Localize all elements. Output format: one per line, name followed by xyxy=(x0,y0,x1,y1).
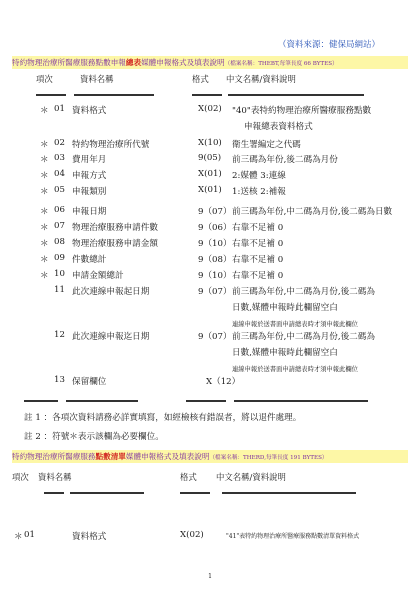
footer-rule xyxy=(186,400,226,402)
field-name: 資料格式 xyxy=(72,532,107,542)
field-format: 9（07） xyxy=(198,207,232,217)
field-format: 9（08） xyxy=(198,255,232,265)
item-number: 03 xyxy=(54,153,65,163)
field-note: 連線申報於送書面申請總表時才須申報此欄位 xyxy=(232,366,358,373)
field-description: 右靠不足補 0 xyxy=(232,223,284,233)
field-description: 前三碼為年份,中二碼為月份,後二碼為 xyxy=(232,287,375,297)
page-number: 1 xyxy=(208,573,212,580)
required-mark: ＊ xyxy=(40,171,49,181)
field-name: 申請金額總計 xyxy=(72,271,124,281)
field-name: 保留欄位 xyxy=(72,377,107,387)
item-number: 13 xyxy=(54,375,65,385)
field-format: 9（10） xyxy=(198,239,232,249)
field-description: 1:送核 2:補報 xyxy=(232,187,286,197)
item-number: 11 xyxy=(54,285,65,295)
field-format: 9（07） xyxy=(198,287,232,297)
field-description: 前三碼為年份,中二碼為月份,後二碼為 xyxy=(232,332,375,342)
header-rule xyxy=(70,492,144,494)
title-suffix: 媒體申報格式及填表說明 xyxy=(125,452,210,461)
title-emphasis: 總表 xyxy=(125,58,142,67)
field-description: "41"表特約物理治療所醫療服務點數清單資料格式 xyxy=(226,533,360,540)
footer-rule xyxy=(66,400,138,402)
field-note: 連線申報於送書面申請總表時才須申報此欄位 xyxy=(232,321,358,328)
header-rule xyxy=(228,94,364,96)
field-format: X(02) xyxy=(198,104,222,114)
field-description: "40"表特約物理治療所醫療服務點數 xyxy=(232,106,372,116)
required-mark: ＊ xyxy=(40,187,49,197)
field-name: 申報方式 xyxy=(72,171,107,181)
header-description: 中文名稱/資料說明 xyxy=(216,472,286,482)
required-mark: ＊ xyxy=(14,532,23,542)
field-format: X(02) xyxy=(180,530,204,540)
required-mark: ＊ xyxy=(40,155,49,165)
section-title-summary xyxy=(12,56,408,69)
header-rule xyxy=(180,492,210,494)
required-mark: ＊ xyxy=(40,271,49,281)
field-description: 日數,媒體申報時此欄留空白 xyxy=(232,348,338,358)
header-description: 中文名稱/資料說明 xyxy=(226,74,296,84)
required-mark: ＊ xyxy=(40,223,49,233)
field-name: 資料格式 xyxy=(72,106,107,116)
footer-rule xyxy=(24,400,58,402)
field-description: 申報總表資料格式 xyxy=(244,122,313,132)
title-emphasis: 點數清單 xyxy=(95,452,126,461)
item-number: 05 xyxy=(54,185,65,195)
field-name: 件數總計 xyxy=(72,255,107,265)
item-number: 04 xyxy=(54,169,65,179)
footer-rule xyxy=(234,400,368,402)
item-number: 08 xyxy=(54,237,65,247)
item-number: 01 xyxy=(24,530,35,540)
required-mark: ＊ xyxy=(40,239,49,249)
field-name: 特約物理治療所代號 xyxy=(72,140,150,150)
item-number: 07 xyxy=(54,221,65,231)
field-format: X(01) xyxy=(198,185,222,195)
field-description: 前三碼為年份,後二碼為月份 xyxy=(232,155,338,165)
required-mark: ＊ xyxy=(40,255,49,265)
title-suffix: 媒體申報格式及填表說明 xyxy=(141,58,225,67)
field-format: 9（07） xyxy=(198,332,232,342)
field-name: 申報類別 xyxy=(72,187,107,197)
field-format: X（12） xyxy=(206,377,241,387)
field-format: 9(05) xyxy=(198,153,222,163)
field-format: 9（10） xyxy=(198,271,232,281)
header-rule xyxy=(44,492,64,494)
field-name: 物理治療服務申請件數 xyxy=(72,223,158,233)
section-title-detail xyxy=(12,450,408,463)
item-number: 01 xyxy=(54,104,65,114)
field-name: 申報日期 xyxy=(72,207,107,217)
field-description: 右靠不足補 0 xyxy=(232,271,284,281)
required-mark: ＊ xyxy=(40,106,49,116)
title-file-note: （檔案名稱：THERD,每筆長度 191 BYTES） xyxy=(209,455,328,461)
field-format: 9（06） xyxy=(198,223,232,233)
item-number: 09 xyxy=(54,253,65,263)
field-name: 此次連線申報起日期 xyxy=(72,287,150,297)
header-rule xyxy=(36,94,66,96)
item-number: 06 xyxy=(54,205,65,215)
header-format: 格式 xyxy=(192,74,209,84)
data-source-note: （資料來源：健保局網站） xyxy=(277,40,380,50)
title-file-note: （檔案名稱：THEBT,每筆長度 66 BYTES） xyxy=(224,61,338,67)
field-description: 2:媒體 3:連線 xyxy=(232,171,286,181)
note-1: 註 1 ：各項次資料請務必詳實填寫，如經檢核有錯誤者，將以退件處理。 xyxy=(24,413,302,423)
required-mark: ＊ xyxy=(40,207,49,217)
field-name: 費用年月 xyxy=(72,155,107,165)
header-item-no: 項次 xyxy=(36,74,53,84)
item-number: 10 xyxy=(54,269,65,279)
header-field-name: 資料名稱 xyxy=(38,472,72,482)
field-description: 前三碼為年份,中二碼為月份,後二碼為日數 xyxy=(232,207,393,217)
note-2: 註 2 ：符號＊表示該欄為必要欄位。 xyxy=(24,432,164,442)
field-format: X(01) xyxy=(198,169,222,179)
item-number: 12 xyxy=(54,330,65,340)
header-field-name: 資料名稱 xyxy=(80,74,114,84)
title-prefix: 特約物理治療所醫療服務 xyxy=(12,452,96,461)
field-name: 物理治療服務申請金額 xyxy=(72,239,158,249)
header-item-no: 項次 xyxy=(12,472,29,482)
header-rule xyxy=(192,94,222,96)
header-rule xyxy=(222,492,356,494)
item-number: 02 xyxy=(54,138,65,148)
required-mark: ＊ xyxy=(40,140,49,150)
title-prefix: 特約物理治療所醫療服務點數申報 xyxy=(12,58,126,67)
field-description: 日數,媒體申報時此欄留空白 xyxy=(232,303,338,313)
header-rule xyxy=(74,94,154,96)
field-description: 右靠不足補 0 xyxy=(232,255,284,265)
field-format: X(10) xyxy=(198,138,222,148)
field-description: 衛生署編定之代碼 xyxy=(232,140,301,150)
field-description: 右靠不足補 0 xyxy=(232,239,284,249)
field-name: 此次連線申報迄日期 xyxy=(72,332,150,342)
header-format: 格式 xyxy=(180,472,197,482)
